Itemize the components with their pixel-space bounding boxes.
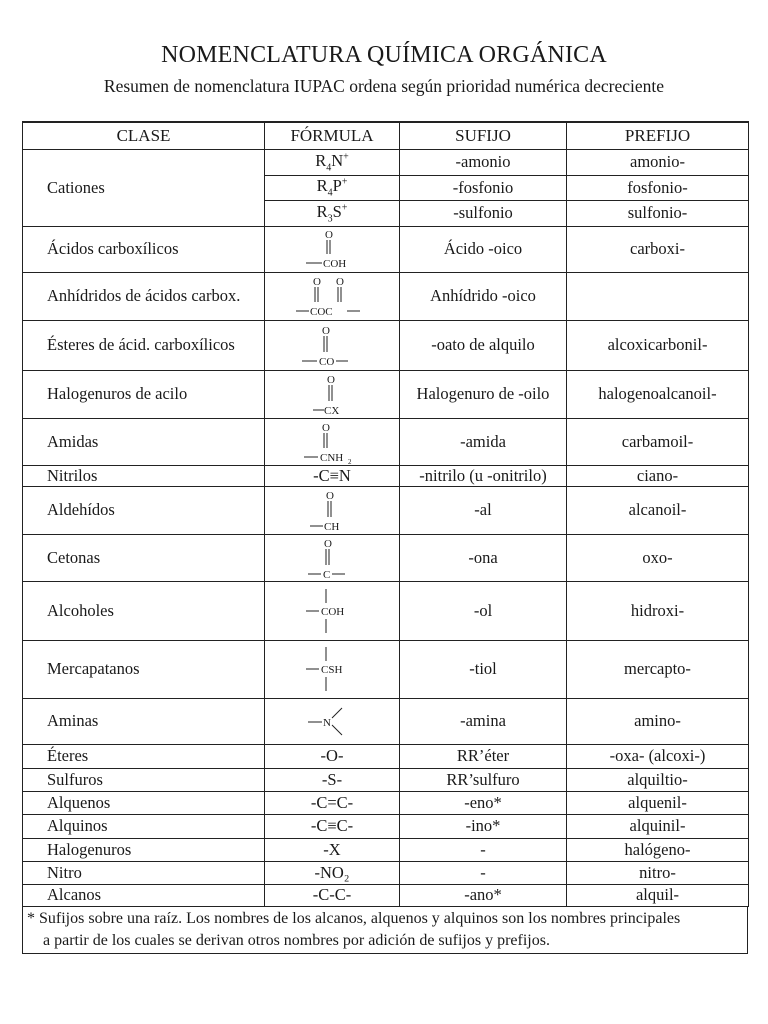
- table-row: [23, 838, 749, 861]
- table-row: [23, 320, 749, 370]
- row-clase: Cationes: [23, 149, 265, 226]
- amide-structure: [292, 420, 372, 464]
- header-clase: CLASE: [23, 122, 265, 149]
- row-clase: Nitro: [23, 861, 265, 884]
- row-sufijo: -amida: [400, 418, 567, 465]
- row-sufijo: -tiol: [400, 640, 567, 698]
- carboxylic-acid-structure: [292, 228, 372, 270]
- table-row: [23, 744, 749, 768]
- table-row: [23, 581, 749, 640]
- row-formula: $R_3S^+$: [265, 200, 400, 226]
- row-sufijo: -eno*: [400, 791, 567, 814]
- row-prefijo: mercapto-: [567, 640, 749, 698]
- svg-text:O: O: [327, 374, 335, 386]
- row-clase: Nitrilos: [23, 465, 265, 486]
- row-sufijo: -: [400, 861, 567, 884]
- row-clase: Alcoholes: [23, 581, 265, 640]
- table-row: [23, 534, 749, 581]
- row-formula: -O-: [265, 744, 400, 768]
- svg-text:O: O: [322, 421, 330, 434]
- row-clase: Anhídridos de ácidos carbox.: [23, 272, 265, 320]
- row-clase: Mercapatanos: [23, 640, 265, 698]
- row-prefijo: nitro-: [567, 861, 749, 884]
- row-sufijo: -amina: [400, 698, 567, 744]
- svg-text:CSH: CSH: [321, 664, 343, 676]
- row-formula: [265, 698, 400, 744]
- row-clase: Ácidos carboxílicos: [23, 226, 265, 272]
- row-clase: Aldehídos: [23, 486, 265, 534]
- row-sufijo: Halogenuro de -oilo: [400, 370, 567, 418]
- row-formula: -X: [265, 838, 400, 861]
- row-prefijo: hidroxi-: [567, 581, 749, 640]
- row-sufijo: Anhídrido -oico: [400, 272, 567, 320]
- footnote-line-1: * Sufijos sobre una raíz. Los nombres de los alcanos, alquenos y alquinos son los nombres principales: [27, 910, 681, 927]
- row-prefijo: alcoxicarbonil-: [567, 320, 749, 370]
- table-row: [23, 640, 749, 698]
- document-title: NOMENCLATURA QUÍMICA ORGÁNICA: [161, 42, 607, 68]
- footnote-line-2: a partir de los cuales se derivan otros nombres por adición de sufijos y prefijos.: [43, 932, 550, 949]
- table-row: [23, 698, 749, 744]
- row-clase: Alquenos: [23, 791, 265, 814]
- row-clase: Halogenuros de acilo: [23, 370, 265, 418]
- table-row: [23, 791, 749, 814]
- row-prefijo: -oxa- (alcoxi-): [567, 744, 749, 768]
- ketone-structure: [292, 536, 372, 580]
- svg-text:CH: CH: [324, 521, 340, 532]
- svg-text:O: O: [324, 537, 332, 550]
- row-sufijo: -ol: [400, 581, 567, 640]
- row-prefijo: halogenoalcanoil-: [567, 370, 749, 418]
- svg-text:COH: COH: [321, 605, 345, 618]
- header-prefijo: PREFIJO: [567, 122, 749, 149]
- table-row: [23, 884, 749, 906]
- row-formula: [265, 272, 400, 320]
- thiol-structure: [292, 641, 372, 697]
- svg-text:O: O: [336, 276, 344, 288]
- footnote: [22, 906, 748, 954]
- row-formula: $R_4N^+$: [265, 149, 400, 175]
- row-clase: Alquinos: [23, 814, 265, 838]
- row-prefijo: alquil-: [567, 884, 749, 906]
- svg-text:COH: COH: [323, 258, 347, 270]
- row-clase: Amidas: [23, 418, 265, 465]
- row-clase: Aminas: [23, 698, 265, 744]
- document-subtitle: Resumen de nomenclatura IUPAC ordena según prioridad numérica decreciente: [103, 76, 665, 96]
- row-prefijo: sulfonio-: [567, 200, 749, 226]
- row-formula: -C-C-: [265, 884, 400, 906]
- row-sufijo: -al: [400, 486, 567, 534]
- svg-text:O: O: [313, 276, 321, 288]
- header-formula: FÓRMULA: [265, 122, 400, 149]
- table-row: [23, 226, 749, 272]
- row-prefijo: oxo-: [567, 534, 749, 581]
- table-row: [23, 486, 749, 534]
- row-formula: [265, 534, 400, 581]
- nomenclature-table: [22, 121, 749, 907]
- svg-text:CNH: CNH: [320, 451, 344, 464]
- row-clase: Sulfuros: [23, 768, 265, 791]
- row-formula: [265, 640, 400, 698]
- ester-structure: [292, 323, 372, 367]
- row-sufijo: -ano*: [400, 884, 567, 906]
- row-formula: [265, 370, 400, 418]
- table-header-row: [23, 122, 749, 149]
- acyl-halide-structure: [292, 372, 372, 416]
- table-row: [23, 370, 749, 418]
- row-sufijo: -: [400, 838, 567, 861]
- row-clase: Éteres: [23, 744, 265, 768]
- aldehyde-structure: [292, 488, 372, 532]
- row-formula: [265, 581, 400, 640]
- row-prefijo: amonio-: [567, 149, 749, 175]
- row-prefijo: carboxi-: [567, 226, 749, 272]
- row-formula: -S-: [265, 768, 400, 791]
- table-row: [23, 465, 749, 486]
- row-sufijo: -oato de alquilo: [400, 320, 567, 370]
- row-prefijo: alquinil-: [567, 814, 749, 838]
- amine-structure: [292, 700, 372, 742]
- row-sufijo: RR’sulfuro: [400, 768, 567, 791]
- row-clase: Halogenuros: [23, 838, 265, 861]
- anhydride-structure: [292, 274, 372, 318]
- row-prefijo: alquenil-: [567, 791, 749, 814]
- svg-text:N: N: [323, 717, 331, 729]
- row-prefijo: fosfonio-: [567, 175, 749, 200]
- row-prefijo: amino-: [567, 698, 749, 744]
- row-formula: -C≡C-: [265, 814, 400, 838]
- table-row: [23, 768, 749, 791]
- row-clase: Alcanos: [23, 884, 265, 906]
- row-formula: $R_4P^+$: [265, 175, 400, 200]
- svg-text:COC: COC: [310, 306, 333, 318]
- svg-text:2: 2: [348, 457, 352, 464]
- row-sufijo: RR’éter: [400, 744, 567, 768]
- table-row: [23, 149, 749, 175]
- row-sufijo: -ino*: [400, 814, 567, 838]
- row-sufijo: -ona: [400, 534, 567, 581]
- table-row: [23, 272, 749, 320]
- svg-text:O: O: [325, 229, 333, 241]
- alcohol-structure: [292, 583, 372, 639]
- row-formula: [265, 486, 400, 534]
- row-prefijo: [567, 272, 749, 320]
- row-formula: [265, 418, 400, 465]
- svg-text:O: O: [322, 325, 330, 337]
- row-formula: [265, 226, 400, 272]
- row-formula: -C=C-: [265, 791, 400, 814]
- row-formula: -NO₂: [265, 861, 400, 884]
- svg-text:C: C: [323, 568, 331, 580]
- svg-text:CX: CX: [324, 405, 340, 416]
- row-clase: Ésteres de ácid. carboxílicos: [23, 320, 265, 370]
- row-prefijo: ciano-: [567, 465, 749, 486]
- row-sufijo: -sulfonio: [400, 200, 567, 226]
- row-sufijo: -fosfonio: [400, 175, 567, 200]
- row-sufijo: Ácido -oico: [400, 226, 567, 272]
- row-prefijo: alquiltio-: [567, 768, 749, 791]
- table-row: [23, 814, 749, 838]
- row-prefijo: halógeno-: [567, 838, 749, 861]
- svg-text:CO: CO: [319, 356, 335, 367]
- header-sufijo: SUFIJO: [400, 122, 567, 149]
- row-formula: -C≡N: [265, 465, 400, 486]
- svg-text:O: O: [326, 490, 334, 502]
- table-row: [23, 861, 749, 884]
- row-clase: Cetonas: [23, 534, 265, 581]
- row-prefijo: carbamoil-: [567, 418, 749, 465]
- table-row: [23, 418, 749, 465]
- row-sufijo: -amonio: [400, 149, 567, 175]
- row-sufijo: -nitrilo (u -onitrilo): [400, 465, 567, 486]
- row-prefijo: alcanoil-: [567, 486, 749, 534]
- row-formula: [265, 320, 400, 370]
